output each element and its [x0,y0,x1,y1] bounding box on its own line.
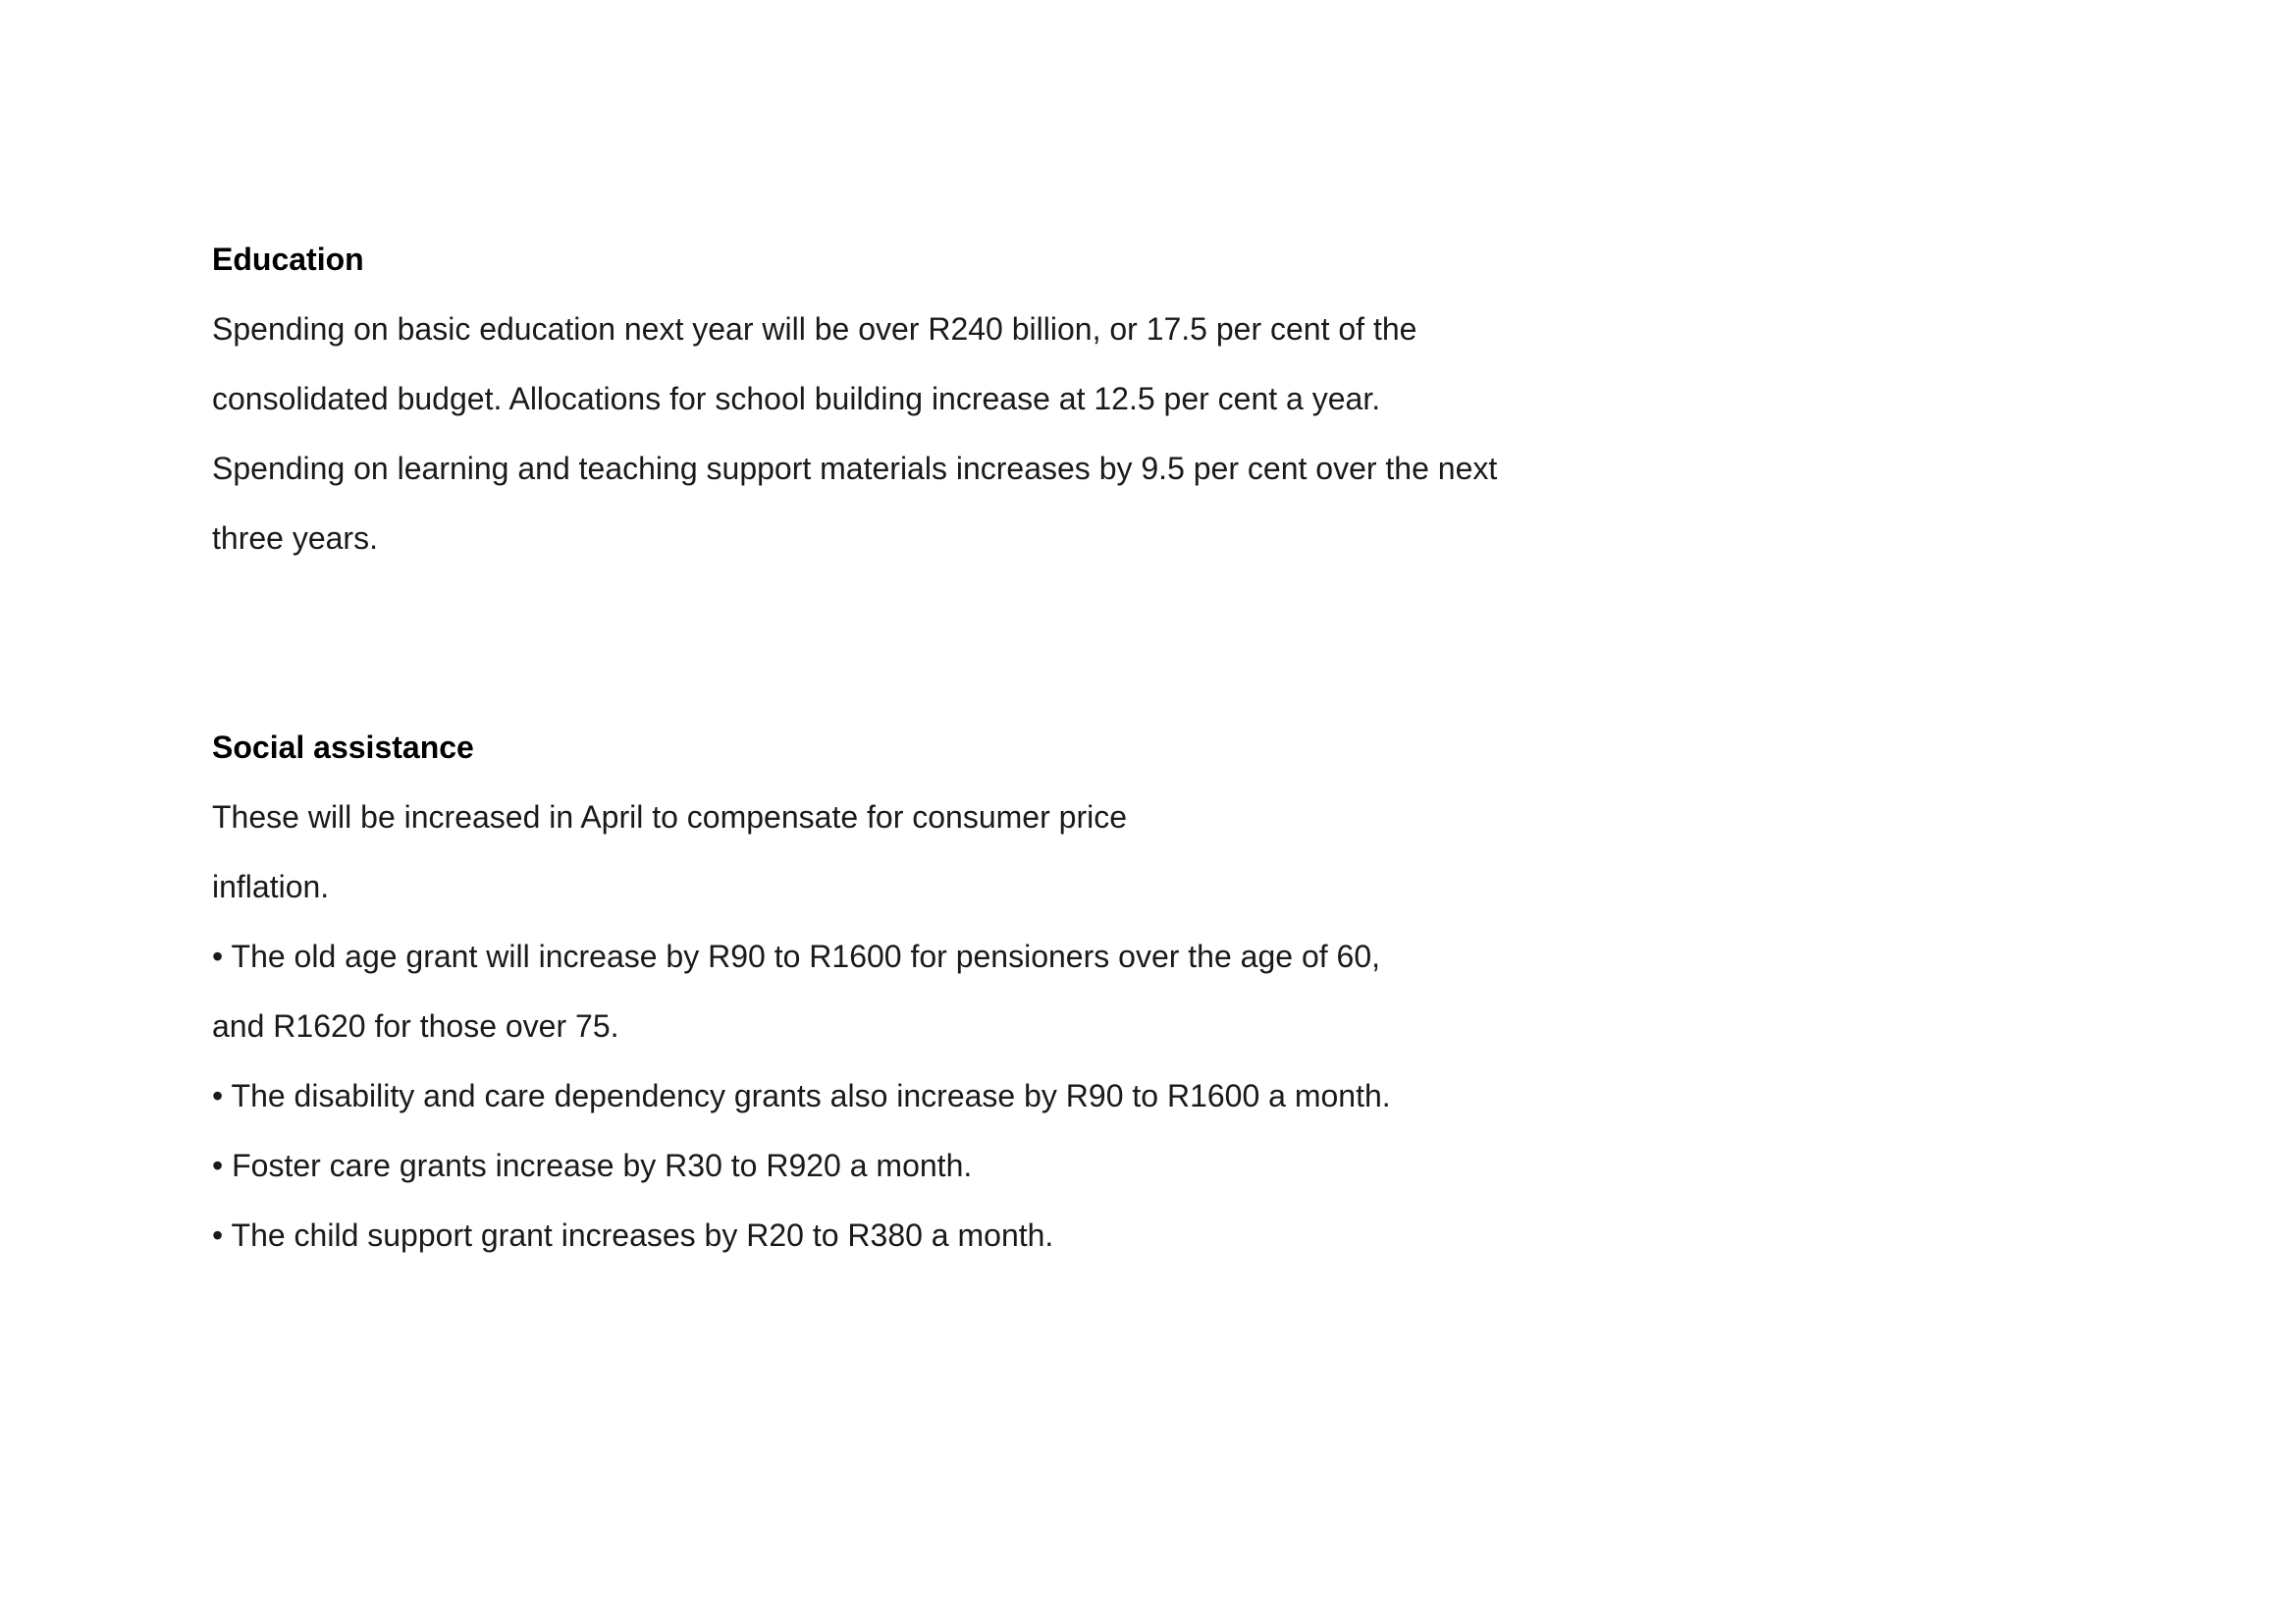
document-text-content [212,225,2254,1271]
social-assistance-bullet-old-age-grant: • The old age grant will increase by R90 to R1600 for pensioners over the age of 60, [212,939,1380,974]
education-paragraph-line: Spending on learning and teaching support materials increases by 9.5 per cent over the next [212,451,1498,486]
social-assistance-bullet-disability-grant: • The disability and care dependency grants also increase by R90 to R1600 a month. [212,1078,1391,1113]
education-heading: Education [212,242,364,277]
social-assistance-paragraph-line: These will be increased in April to compensate for consumer price [212,799,1127,835]
social-assistance-bullet-foster-care-grant: • Foster care grants increase by R30 to R920 a month. [212,1148,973,1183]
education-paragraph-line: consolidated budget. Allocations for school building increase at 12.5 per cent a year. [212,381,1381,416]
social-assistance-paragraph-line: inflation. [212,869,330,904]
section-education [212,225,2254,573]
social-assistance-bullet-old-age-grant-continued: and R1620 for those over 75. [212,1008,619,1044]
section-social-assistance [212,713,2254,1271]
education-paragraph-line: three years. [212,520,378,556]
education-paragraph-line: Spending on basic education next year will be over R240 billion, or 17.5 per cent of the [212,311,1417,347]
social-assistance-bullet-child-support-grant: • The child support grant increases by R20 to R380 a month. [212,1218,1054,1253]
social-assistance-heading: Social assistance [212,730,474,765]
